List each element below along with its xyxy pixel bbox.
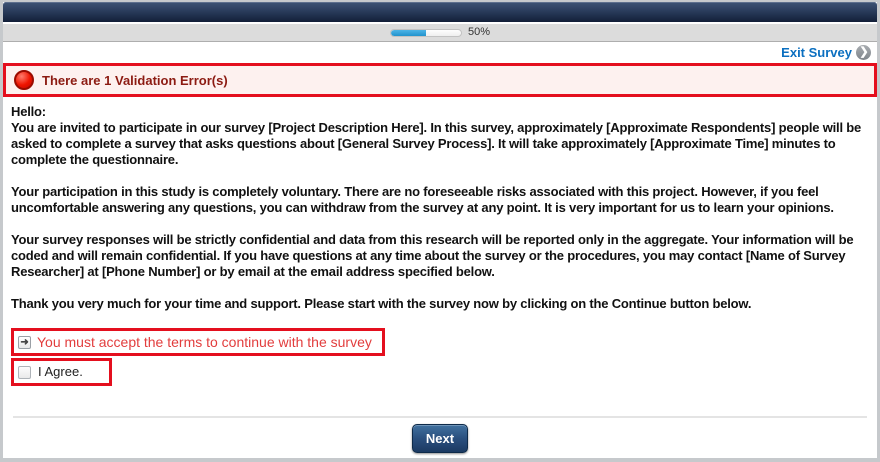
consent-paragraph-3: Your survey responses will be strictly confidential and data from this research will be reported only in the aggregate. Your information will be coded and will remain confidential. If you have questions at any time about the survey or the procedures, you may contact [Name of Survey Researcher] at [Phone Number] or by email at the email address specified below. — [11, 232, 854, 279]
exit-strip — [3, 42, 877, 63]
progress-percent-label: 50% — [467, 26, 491, 38]
chevron-right-icon: ❯ — [856, 45, 871, 60]
agree-highlight-box — [11, 358, 112, 386]
progress-bar — [390, 29, 462, 37]
next-button[interactable]: Next — [412, 424, 468, 453]
validation-error-highlight-box — [3, 63, 877, 97]
terms-error-message: You must accept the terms to continue with the survey — [37, 334, 372, 350]
validation-error-banner — [6, 66, 874, 94]
consent-paragraph-2: Your participation in this study is completely voluntary. There are no foreseeable risks associated with this project. However, if you feel uncomfortable answering any questions, you can withdraw from the survey at any point. It is very important for us to learn your opinions. — [11, 184, 834, 215]
consent-paragraph-4: Thank you very much for your time and support. Please start with the survey now by clicking on the Continue button below. — [11, 296, 752, 311]
consent-paragraph-1 — [11, 104, 869, 168]
paragraph-1-text: You are invited to participate in our survey [Project Description Here]. In this survey, approximately [Approximate Respondents] people will be asked to complete a survey that asks questions about [General Survey Process]. It will take approximately [Approximate Time] minutes to complete the questionnaire. — [11, 120, 862, 167]
top-navy-bar — [3, 2, 877, 22]
greeting-line: Hello: — [11, 104, 46, 119]
error-red-circle-icon — [14, 70, 34, 90]
footer — [3, 418, 877, 458]
progress-fill — [391, 30, 426, 36]
progress-strip — [3, 24, 877, 42]
validation-error-text: There are 1 Validation Error(s) — [42, 72, 228, 88]
arrow-right-icon: ➜ — [18, 336, 31, 349]
terms-error-highlight-box — [11, 328, 385, 356]
agree-checkbox[interactable] — [18, 366, 31, 379]
consent-text-area — [3, 97, 877, 416]
exit-survey-link[interactable] — [781, 45, 871, 60]
agree-label: I Agree. — [38, 364, 83, 379]
exit-survey-label: Exit Survey — [781, 45, 852, 60]
